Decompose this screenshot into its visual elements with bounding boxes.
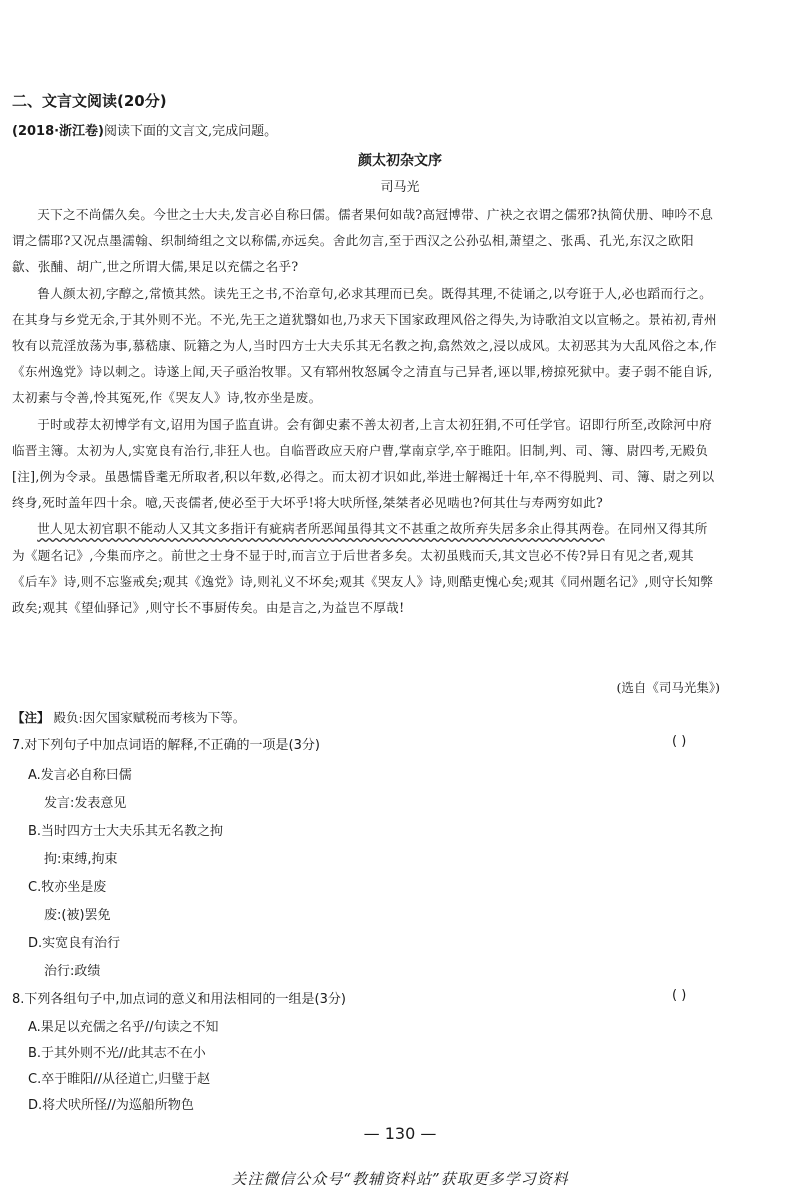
q7-gloss-c: 废:(被)罢免 bbox=[44, 908, 111, 923]
passage-author: 司马光 bbox=[380, 180, 420, 195]
question-8-answer-blank[interactable]: ( ) bbox=[672, 988, 687, 1003]
q8-option-b: B.于其外则不光//此其志不在小 bbox=[28, 1046, 206, 1061]
q7-option-b: B.当时四方士大夫乐其无名教之拘 bbox=[28, 824, 224, 839]
note-tag: 【注】 bbox=[12, 710, 50, 725]
note-text: 殿负:因欠国家赋税而考核为下等。 bbox=[53, 710, 246, 725]
paragraph-3: 于时或荐太初博学有文,诏用为国子监直讲。会有御史素不善太初者,上言太初狂狷,不可任学官。诏即行所至,改除河中府临晋主簿。太初为人,实宽良有治行,非狂人也。自临晋政应天府户曹,掌南京学,卒于睢阳。旧制,判、司、簿、尉四考,无殿负[注],例为令录。虽愚懦昏耄无所取者,积以年数,必得之。而太初才识如此,举进士解褐迁十年,卒不得脱判、司、簿、尉之列以终身,死时盖年四十余。噫,天丧儒者,使必至于大坏乎!将大吠所怪,桀桀者必见啮也?何其仕与寿两穷如此? bbox=[12, 416, 715, 511]
page-number: — 130 — bbox=[363, 1124, 437, 1143]
paragraph-4-rest: 。在同州又得其所为《题名记》,今集而序之。前世之士身不显于时,而言立于后世者多矣。太初虽贱而夭,其文岂必不传?异日有见之者,观其《后车》诗,则不忘鉴戒矣;观其《逸党》诗,则礼义不坏矣;观其《哭友人》诗,则酷吏愧心矣;观其《同州题名记》,则守长知弊政矣;观其《望仙驿记》,则守长不事厨传矣。由是言之,为益岂不厚哉! bbox=[12, 521, 714, 616]
footer-watermark: 关注微信公众号“教辅资料站”获取更多学习资料 bbox=[231, 1170, 569, 1188]
q8-option-d: D.将犬吠所怪//为巡船所物色 bbox=[28, 1098, 194, 1113]
q7-option-a: A.发言必自称曰儒 bbox=[28, 768, 132, 783]
section-heading: 二、文言文阅读(20分) bbox=[12, 92, 167, 110]
q7-gloss-d: 治行:政绩 bbox=[44, 964, 101, 979]
q7-gloss-b: 拘:束缚,拘束 bbox=[44, 852, 118, 867]
q7-gloss-a: 发言:发表意见 bbox=[44, 796, 127, 811]
footnote bbox=[12, 708, 245, 726]
q7-option-d: D.实宽良有治行 bbox=[28, 936, 121, 951]
source-tag: (2018·浙江卷) bbox=[12, 124, 105, 139]
paragraph-2: 鲁人颜太初,字醇之,常愤其然。读先王之书,不治章句,必求其理而已矣。既得其理,不徒诵之,以夸诳于人,必也蹈而行之。在其身与乡党无余,于其外则不光。不光,先王之道犹翳如也,乃求天下国家政理风俗之得失,为诗歌洎文以宣畅之。景祐初,青州牧有以荒淫放荡为事,慕嵇康、阮籍之为人,当时四方士大夫乐其无名教之拘,翕然效之,浸以成风。太初恶其为大乱风俗之本,作《东州逸党》诗以刺之。诗遂上闻,天子亟治牧罪。又有郓州牧怒属令之清直与己异者,诬以罪,榜掠死狱中。妻子弱不能自诉,太初素与令善,怜其冤死,作《哭友人》诗,牧亦坐是废。 bbox=[12, 285, 717, 406]
passage-body bbox=[12, 202, 718, 621]
wavy-underlined-sentence: 世人见太初官职不能动人又其文多指讦有疵病者所恶闻虽得其文不甚重之故所弃失居多余止得其两卷 bbox=[37, 521, 605, 537]
paragraph-4 bbox=[12, 516, 718, 621]
paragraph-1: 天下之不尚儒久矣。今世之士大夫,发言必自称曰儒。儒者果何如哉?高冠博带、广袂之衣谓之儒邪?执简伏册、呻吟不息谓之儒耶?又况点墨濡翰、织制绮组之文以称儒,亦远矣。舍此勿言,至于西汉之公孙弘相,萧望之、张禹、孔光,东汉之欧阳歙、张酺、胡广,世之所谓大儒,果足以充儒之名乎? bbox=[12, 207, 714, 275]
question-7-stem: 7.对下列句子中加点词语的解释,不正确的一项是(3分) bbox=[12, 738, 320, 753]
attribution: (选自《司马光集》) bbox=[616, 680, 720, 695]
source-instruction: 阅读下面的文言文,完成问题。 bbox=[104, 124, 278, 139]
question-7-answer-blank[interactable]: ( ) bbox=[672, 734, 687, 749]
passage-title: 颜太初杂文序 bbox=[358, 153, 442, 169]
q8-option-a: A.果足以充儒之名乎//句读之不知 bbox=[28, 1020, 219, 1035]
q8-option-c: C.卒于睢阳//从径道亡,归璧于赵 bbox=[28, 1072, 211, 1087]
question-8-stem: 8.下列各组句子中,加点词的意义和用法相同的一组是(3分) bbox=[12, 992, 346, 1007]
source-line bbox=[12, 120, 277, 139]
q7-option-c: C.牧亦坐是废 bbox=[28, 880, 107, 895]
